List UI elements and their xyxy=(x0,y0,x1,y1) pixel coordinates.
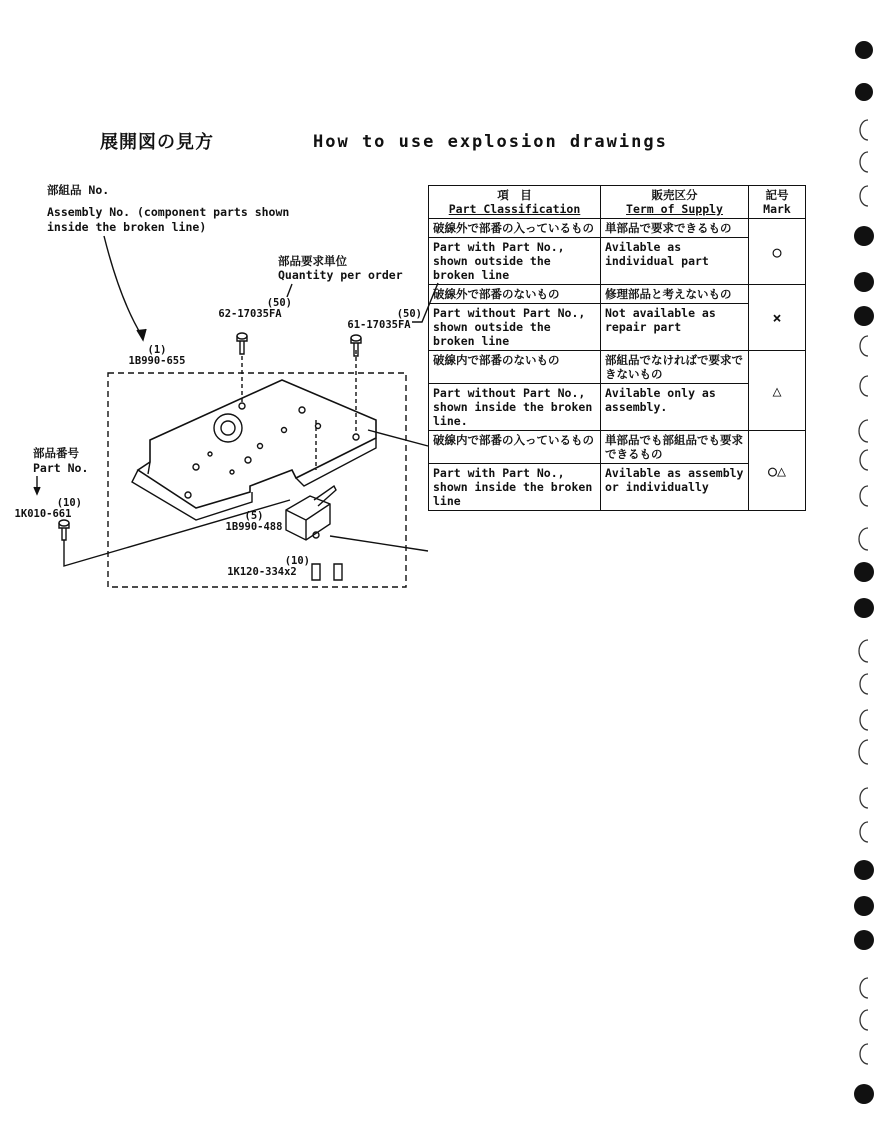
supply-en: Not available as repair part xyxy=(601,304,749,351)
part-qty: (50) xyxy=(396,308,422,320)
mark-cell: × xyxy=(749,285,806,351)
binder-holes-strip xyxy=(832,30,881,1122)
screw-pair-1k120 xyxy=(312,564,342,580)
arrow-qty-62 xyxy=(287,284,292,297)
punch-hole-outline-icon xyxy=(860,486,868,506)
supply-en: Avilable as individual part xyxy=(601,238,749,285)
punch-hole-outline-icon xyxy=(859,420,868,442)
punch-hole-outline-icon xyxy=(860,674,868,694)
table-row xyxy=(429,351,806,384)
chassis-plate xyxy=(138,380,376,508)
punch-hole-outline-icon xyxy=(860,710,868,730)
punch-hole-icon xyxy=(854,226,874,246)
punch-hole-outline-icon xyxy=(859,528,868,550)
header-supply: 販売区分 Term of Supply xyxy=(601,186,749,219)
punch-hole-outline-icon xyxy=(859,640,868,662)
punch-hole-icon xyxy=(854,562,874,582)
punch-hole-icon xyxy=(854,896,874,916)
punch-hole-outline-icon xyxy=(860,1010,868,1030)
part-no-label-en: Part No. xyxy=(33,461,89,475)
punch-hole-icon xyxy=(854,598,874,618)
punch-hole-icon xyxy=(855,83,873,101)
punch-hole-outline-icon xyxy=(860,376,868,396)
punch-hole-icon xyxy=(854,272,874,292)
class-en: Part with Part No., shown outside the broken line xyxy=(429,238,601,285)
screw-1k010 xyxy=(59,520,69,540)
micro-switch xyxy=(286,486,336,540)
assembly-no-label-en-2: inside the broken line) xyxy=(47,220,207,234)
class-jp: 破線内で部番のないもの xyxy=(429,351,601,384)
header-mark: 記号 Mark xyxy=(749,186,806,219)
part-number: 62-17035FA xyxy=(218,308,282,320)
screw-62 xyxy=(237,333,247,354)
punch-hole-outline-icon xyxy=(860,450,868,470)
punch-hole-outline-icon xyxy=(860,788,868,808)
part-qty: (5) xyxy=(244,510,264,522)
page-title-japanese: 展開図の見方 xyxy=(100,132,214,153)
class-jp: 破線外で部番のないもの xyxy=(429,285,601,304)
quantity-label-jp: 部品要求単位 xyxy=(278,254,347,268)
class-en: Part with Part No., shown inside the broken line xyxy=(429,464,601,511)
leader-assembly xyxy=(104,236,142,336)
page-title-english: How to use explosion drawings xyxy=(313,132,668,152)
header-classification: 項 目 Part Classification xyxy=(429,186,601,219)
class-jp: 破線外で部番の入っているもの xyxy=(429,219,601,238)
supply-jp: 修理部品と考えないもの xyxy=(601,285,749,304)
part-qty: (10) xyxy=(284,555,310,567)
punch-hole-outline-icon xyxy=(860,1044,868,1064)
arrow-assembly xyxy=(137,329,146,340)
supply-en: Avilable as assembly or individually xyxy=(601,464,749,511)
part-number: 61-17035FA xyxy=(347,319,411,331)
part-qty: (10) xyxy=(56,497,82,509)
mark-cell: ○ xyxy=(749,219,806,285)
assembly-no-label-jp: 部組品 No. xyxy=(47,183,110,197)
supply-jp: 単部品でも部組品でも要求できるもの xyxy=(601,431,749,464)
classification-table xyxy=(428,185,806,511)
punch-hole-icon xyxy=(854,860,874,880)
punch-hole-outline-icon xyxy=(860,186,868,206)
quantity-label-en: Quantity per order xyxy=(278,268,403,282)
punch-hole-outline-icon xyxy=(860,822,868,842)
part-qty: (50) xyxy=(266,297,292,309)
punch-hole-icon xyxy=(855,41,873,59)
table-header-row xyxy=(429,186,806,219)
punch-hole-outline-icon xyxy=(860,152,868,172)
punch-hole-outline-icon xyxy=(860,336,868,356)
leader-table-3 xyxy=(368,430,428,446)
assembly-no-label-en-1: Assembly No. (component parts shown xyxy=(47,205,290,219)
leader-screw-out xyxy=(64,500,290,566)
mark-cell: ○△ xyxy=(749,431,806,511)
part-number: 1K120-334x2 xyxy=(227,566,297,578)
part-qty: (1) xyxy=(147,344,167,356)
punch-hole-outline-icon xyxy=(859,740,868,764)
punch-hole-outline-icon xyxy=(860,978,868,998)
leader-table-4 xyxy=(330,536,428,551)
part-number: 1K010-661 xyxy=(14,508,72,520)
arrow-part-no xyxy=(34,487,40,494)
table-row xyxy=(429,285,806,304)
class-jp: 破線内で部番の入っているもの xyxy=(429,431,601,464)
punch-hole-icon xyxy=(854,1084,874,1104)
part-number: 1B990-488 xyxy=(225,521,283,533)
table-row xyxy=(429,219,806,238)
punch-hole-icon xyxy=(854,930,874,950)
table-row xyxy=(429,431,806,464)
part-number: 1B990-655 xyxy=(128,355,186,367)
supply-jp: 単部品で要求できるもの xyxy=(601,219,749,238)
class-en: Part without Part No., shown inside the broken line. xyxy=(429,384,601,431)
supply-jp: 部組品でなければで要求できないもの xyxy=(601,351,749,384)
punch-hole-icon xyxy=(854,306,874,326)
punch-hole-outline-icon xyxy=(860,120,868,140)
supply-en: Avilable only as assembly. xyxy=(601,384,749,431)
class-en: Part without Part No., shown outside the broken line xyxy=(429,304,601,351)
mark-cell: △ xyxy=(749,351,806,431)
part-no-label-jp: 部品番号 xyxy=(33,446,79,460)
